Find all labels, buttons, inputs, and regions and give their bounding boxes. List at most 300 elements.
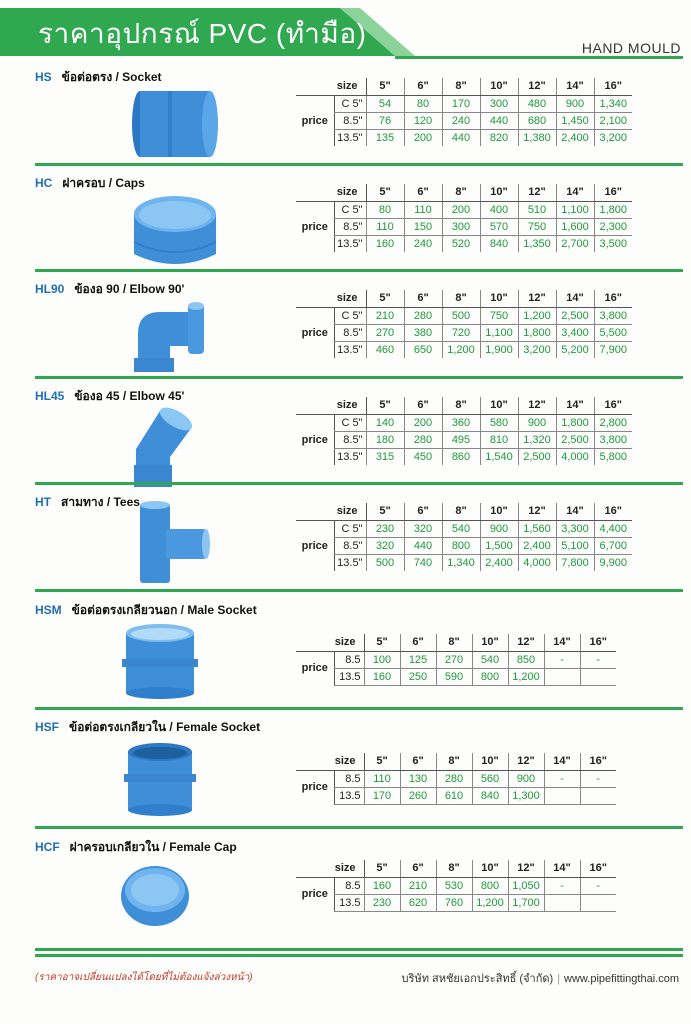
price-cell: 3,800	[594, 431, 632, 448]
size-header-row	[296, 184, 632, 201]
section-rule	[35, 376, 683, 379]
price-cell: 160	[364, 668, 400, 685]
price-cell: 650	[404, 341, 442, 358]
price-cell: 320	[366, 537, 404, 554]
price-cell: 125	[400, 651, 436, 668]
price-cell: 1,800	[556, 414, 594, 431]
price-cell: 210	[366, 307, 404, 324]
price-cell: 1,450	[556, 112, 594, 129]
length-label: 13.5"	[334, 129, 366, 146]
size-header: 5"	[366, 78, 404, 95]
price-cell	[544, 894, 580, 911]
price-cell: 300	[442, 218, 480, 235]
price-change-note: (ราคาอาจเปลี่ยนแปลงได้โดยที่ไม่ต้องแจ้งล่วงหน้า)	[35, 972, 253, 983]
price-cell	[544, 668, 580, 685]
price-cell: 360	[442, 414, 480, 431]
price-cell: 800	[472, 668, 508, 685]
price-cell: 1,540	[480, 448, 518, 465]
price-row	[296, 877, 616, 894]
price-cell: 230	[364, 894, 400, 911]
price-cell: 900	[556, 95, 594, 112]
length-label: C 5"	[334, 520, 366, 537]
size-header: 12"	[518, 78, 556, 95]
size-header: 6"	[400, 860, 436, 877]
section-title	[35, 838, 237, 857]
elbow-45-icon	[130, 399, 200, 494]
size-header: 8"	[442, 503, 480, 520]
length-label: 13.5"	[334, 554, 366, 571]
size-label: size	[296, 290, 366, 307]
length-label: 8.5	[334, 770, 364, 787]
size-header: 12"	[508, 634, 544, 651]
section-rule	[35, 589, 683, 592]
length-label: C 5"	[334, 414, 366, 431]
size-header-row	[296, 397, 632, 414]
price-row	[296, 129, 632, 146]
price-cell: 900	[518, 414, 556, 431]
size-header: 6"	[400, 753, 436, 770]
price-cell: 460	[366, 341, 404, 358]
price-cell: 2,300	[594, 218, 632, 235]
price-cell: 1,560	[518, 520, 556, 537]
size-header: 16"	[594, 290, 632, 307]
price-row	[296, 651, 616, 668]
size-header: 16"	[580, 634, 616, 651]
price-cell: 3,500	[594, 235, 632, 252]
price-cell: 120	[404, 112, 442, 129]
price-cell: 2,100	[594, 112, 632, 129]
elbow-90-icon	[130, 294, 210, 379]
size-label: size	[296, 634, 364, 651]
price-cell: 580	[480, 414, 518, 431]
price-row	[296, 894, 616, 911]
size-header: 10"	[480, 290, 518, 307]
price-cell: 180	[366, 431, 404, 448]
product-name: ฝาครอบ / Caps	[62, 176, 145, 190]
section-rule	[35, 163, 683, 166]
size-header: 8"	[442, 397, 480, 414]
price-cell: 495	[442, 431, 480, 448]
size-header: 16"	[594, 503, 632, 520]
size-label: size	[296, 397, 366, 414]
length-label: 8.5"	[334, 324, 366, 341]
price-cell: 160	[364, 877, 400, 894]
price-cell: 4,000	[556, 448, 594, 465]
size-header: 14"	[556, 290, 594, 307]
price-cell: -	[580, 877, 616, 894]
price-cell: 620	[400, 894, 436, 911]
price-cell: 1,700	[508, 894, 544, 911]
price-cell: 140	[366, 414, 404, 431]
price-cell: 1,340	[442, 554, 480, 571]
price-cell: 300	[480, 95, 518, 112]
length-label: 13.5	[334, 787, 364, 804]
price-cell: 1,800	[518, 324, 556, 341]
price-cell: 480	[518, 95, 556, 112]
size-label: size	[296, 78, 366, 95]
price-cell: 590	[436, 668, 472, 685]
price-cell: 110	[364, 770, 400, 787]
price-cell: 1,200	[508, 668, 544, 685]
price-cell: 820	[480, 129, 518, 146]
price-table	[296, 290, 632, 358]
product-code: HS	[35, 70, 52, 84]
length-label: 8.5"	[334, 431, 366, 448]
size-header-row	[296, 503, 632, 520]
size-header: 5"	[364, 860, 400, 877]
size-header: 5"	[364, 753, 400, 770]
price-row	[296, 341, 632, 358]
size-header: 16"	[580, 860, 616, 877]
price-cell: 7,900	[594, 341, 632, 358]
size-label: size	[296, 753, 364, 770]
company-name: บริษัท สหชัยเอกประสิทธิ์ (จำกัด)	[401, 973, 554, 985]
price-cell: -	[544, 651, 580, 668]
size-label: size	[296, 184, 366, 201]
price-cell: 5,200	[556, 341, 594, 358]
price-cell: 440	[404, 537, 442, 554]
length-label: C 5"	[334, 307, 366, 324]
price-cell: 110	[404, 201, 442, 218]
price-table	[296, 634, 616, 686]
price-cell: 840	[480, 235, 518, 252]
product-code: HL90	[35, 282, 65, 296]
price-cell: 540	[442, 520, 480, 537]
price-cell: 440	[480, 112, 518, 129]
price-cell: 1,200	[442, 341, 480, 358]
price-cell: 100	[364, 651, 400, 668]
price-cell: -	[580, 770, 616, 787]
price-cell: 850	[508, 651, 544, 668]
size-header: 8"	[442, 290, 480, 307]
price-cell: 1,350	[518, 235, 556, 252]
socket-icon	[130, 88, 220, 165]
size-header: 10"	[472, 753, 508, 770]
price-cell: 2,800	[594, 414, 632, 431]
size-header-row	[296, 860, 616, 877]
section-rule	[35, 482, 683, 485]
price-cell: 4,400	[594, 520, 632, 537]
product-code: HSM	[35, 603, 62, 617]
price-cell: 1,340	[594, 95, 632, 112]
length-label: 13.5	[334, 894, 364, 911]
price-row	[296, 414, 632, 431]
product-code: HSF	[35, 720, 59, 734]
price-cell: 3,200	[594, 129, 632, 146]
section-title	[35, 718, 260, 737]
female-socket-icon	[120, 738, 200, 821]
size-header: 6"	[404, 397, 442, 414]
length-label: 8.5	[334, 651, 364, 668]
price-cell: -	[580, 651, 616, 668]
price-cell: 110	[366, 218, 404, 235]
price-row	[296, 448, 632, 465]
price-table	[296, 397, 632, 465]
size-header: 16"	[594, 397, 632, 414]
price-row	[296, 112, 632, 129]
size-header: 6"	[404, 184, 442, 201]
price-cell	[544, 787, 580, 804]
price-row	[296, 668, 616, 685]
price-row	[296, 218, 632, 235]
size-header: 14"	[544, 753, 580, 770]
length-label: C 5"	[334, 95, 366, 112]
price-cell: 230	[366, 520, 404, 537]
price-cell: 1,100	[480, 324, 518, 341]
price-cell: 750	[518, 218, 556, 235]
product-name: ข้องอ 90 / Elbow 90'	[74, 282, 185, 296]
price-row	[296, 431, 632, 448]
price-cell: 2,400	[556, 129, 594, 146]
price-cell: 1,500	[480, 537, 518, 554]
price-cell: 1,320	[518, 431, 556, 448]
length-label: C 5"	[334, 201, 366, 218]
product-code: HL45	[35, 389, 65, 403]
price-cell: 315	[366, 448, 404, 465]
price-cell: 240	[442, 112, 480, 129]
price-cell: 3,200	[518, 341, 556, 358]
price-cell: 80	[366, 201, 404, 218]
section-title	[35, 174, 145, 193]
tee-icon	[130, 501, 210, 591]
length-label: 13.5"	[334, 235, 366, 252]
product-name: ข้อต่อตรงเกลียวใน / Female Socket	[69, 720, 261, 734]
price-cell: 900	[480, 520, 518, 537]
size-header-row	[296, 634, 616, 651]
footer-rule	[35, 954, 683, 957]
price-cell: 450	[404, 448, 442, 465]
price-cell: 540	[472, 651, 508, 668]
price-cell	[580, 668, 616, 685]
section-rule	[35, 948, 683, 951]
price-cell: 750	[480, 307, 518, 324]
length-label: 13.5"	[334, 341, 366, 358]
product-code: HT	[35, 495, 51, 509]
price-label: price	[301, 220, 328, 233]
size-header: 14"	[544, 634, 580, 651]
price-cell: 720	[442, 324, 480, 341]
price-cell: 560	[472, 770, 508, 787]
size-header: 5"	[366, 397, 404, 414]
section-title	[35, 601, 257, 620]
price-row	[296, 787, 616, 804]
price-table	[296, 78, 632, 146]
price-cell: 2,700	[556, 235, 594, 252]
section-rule	[35, 826, 683, 829]
section-rule	[35, 269, 683, 272]
price-cell: 510	[518, 201, 556, 218]
size-label: size	[296, 860, 364, 877]
size-header: 6"	[400, 634, 436, 651]
price-cell: 76	[366, 112, 404, 129]
product-name: สามทาง / Tees	[61, 495, 140, 509]
price-cell: 130	[400, 770, 436, 787]
section-title	[35, 68, 162, 87]
price-cell: 860	[442, 448, 480, 465]
length-label: 13.5"	[334, 448, 366, 465]
price-cell: 800	[472, 877, 508, 894]
price-cell: 54	[366, 95, 404, 112]
price-cell: 500	[442, 307, 480, 324]
price-cell: 250	[400, 668, 436, 685]
price-cell: 2,500	[556, 431, 594, 448]
size-header: 12"	[518, 184, 556, 201]
female-cap-icon	[115, 860, 195, 935]
length-label: 8.5	[334, 877, 364, 894]
price-cell: 610	[436, 787, 472, 804]
size-header-row	[296, 290, 632, 307]
price-cell: 9,900	[594, 554, 632, 571]
price-cell: 1,380	[518, 129, 556, 146]
price-cell: 170	[442, 95, 480, 112]
price-cell: 200	[442, 201, 480, 218]
price-cell: 135	[366, 129, 404, 146]
price-cell	[580, 787, 616, 804]
price-cell: 3,800	[594, 307, 632, 324]
size-header: 14"	[556, 503, 594, 520]
price-cell: 200	[404, 129, 442, 146]
price-table	[296, 753, 616, 805]
size-header: 10"	[472, 634, 508, 651]
price-row	[296, 520, 632, 537]
size-header: 8"	[442, 184, 480, 201]
price-cell: 270	[436, 651, 472, 668]
price-table	[296, 503, 632, 571]
length-label: 13.5	[334, 668, 364, 685]
product-name: ข้อต่อตรง / Socket	[61, 70, 162, 84]
price-table	[296, 184, 632, 252]
price-cell: -	[544, 770, 580, 787]
price-row	[296, 324, 632, 341]
cap-icon	[130, 192, 220, 277]
price-label: price	[301, 326, 328, 339]
page-subtitle: HAND MOULD	[581, 40, 681, 56]
price-label: price	[301, 662, 328, 675]
price-cell: 280	[404, 307, 442, 324]
size-header: 12"	[518, 397, 556, 414]
website-link[interactable]: www.pipefittingthai.com	[564, 973, 679, 985]
header-rule	[395, 56, 683, 59]
price-cell: 440	[442, 129, 480, 146]
section-title	[35, 493, 140, 512]
price-cell: 210	[400, 877, 436, 894]
price-cell: 680	[518, 112, 556, 129]
size-header: 5"	[364, 634, 400, 651]
price-label: price	[301, 433, 328, 446]
price-cell: 1,200	[518, 307, 556, 324]
price-cell: 7,800	[556, 554, 594, 571]
size-header-row	[296, 753, 616, 770]
size-header: 14"	[556, 78, 594, 95]
price-cell: 260	[400, 787, 436, 804]
price-cell: 380	[404, 324, 442, 341]
size-header: 8"	[436, 753, 472, 770]
size-header: 10"	[480, 184, 518, 201]
page-title: ราคาอุปกรณ์ PVC (ทำมือ)	[38, 18, 367, 49]
size-header: 5"	[366, 503, 404, 520]
price-row	[296, 95, 632, 112]
size-header: 14"	[556, 397, 594, 414]
price-cell: 5,500	[594, 324, 632, 341]
size-header: 12"	[518, 503, 556, 520]
price-cell: 1,300	[508, 787, 544, 804]
size-header: 10"	[480, 397, 518, 414]
size-header: 14"	[556, 184, 594, 201]
price-cell: 270	[366, 324, 404, 341]
size-header: 6"	[404, 503, 442, 520]
price-cell: 1,800	[594, 201, 632, 218]
price-cell: 2,500	[556, 307, 594, 324]
price-table	[296, 860, 616, 912]
footer-separator: |	[557, 973, 561, 985]
header-band	[0, 0, 691, 60]
price-cell: 570	[480, 218, 518, 235]
size-header: 8"	[436, 860, 472, 877]
price-cell: 1,050	[508, 877, 544, 894]
price-cell: 280	[436, 770, 472, 787]
price-cell: 1,200	[472, 894, 508, 911]
size-header: 5"	[366, 290, 404, 307]
price-cell: 840	[472, 787, 508, 804]
size-header: 12"	[508, 753, 544, 770]
price-cell: -	[544, 877, 580, 894]
size-header: 16"	[594, 78, 632, 95]
price-cell: 1,900	[480, 341, 518, 358]
price-cell: 1,100	[556, 201, 594, 218]
size-header: 5"	[366, 184, 404, 201]
price-cell: 530	[436, 877, 472, 894]
price-row	[296, 554, 632, 571]
price-cell: 400	[480, 201, 518, 218]
price-cell: 760	[436, 894, 472, 911]
price-cell: 150	[404, 218, 442, 235]
price-cell: 2,400	[518, 537, 556, 554]
price-row	[296, 201, 632, 218]
price-cell: 2,500	[518, 448, 556, 465]
size-header-row	[296, 78, 632, 95]
size-header: 10"	[472, 860, 508, 877]
price-cell: 3,300	[556, 520, 594, 537]
length-label: 8.5"	[334, 112, 366, 129]
price-label: price	[301, 114, 328, 127]
price-cell: 4,000	[518, 554, 556, 571]
price-label: price	[301, 539, 328, 552]
price-cell: 6,700	[594, 537, 632, 554]
size-header: 8"	[436, 634, 472, 651]
size-header: 12"	[518, 290, 556, 307]
price-cell: 740	[404, 554, 442, 571]
price-cell: 900	[508, 770, 544, 787]
size-header: 10"	[480, 78, 518, 95]
price-row	[296, 537, 632, 554]
size-header: 10"	[480, 503, 518, 520]
price-cell: 2,400	[480, 554, 518, 571]
price-label: price	[301, 781, 328, 794]
size-header: 16"	[594, 184, 632, 201]
price-cell: 170	[364, 787, 400, 804]
price-cell: 160	[366, 235, 404, 252]
price-cell: 320	[404, 520, 442, 537]
price-row	[296, 307, 632, 324]
product-name: ข้องอ 45 / Elbow 45'	[74, 389, 185, 403]
male-socket-icon	[120, 621, 200, 704]
price-cell	[580, 894, 616, 911]
price-cell: 200	[404, 414, 442, 431]
size-header: 8"	[442, 78, 480, 95]
footer-company	[402, 969, 679, 987]
price-cell: 520	[442, 235, 480, 252]
price-cell: 810	[480, 431, 518, 448]
